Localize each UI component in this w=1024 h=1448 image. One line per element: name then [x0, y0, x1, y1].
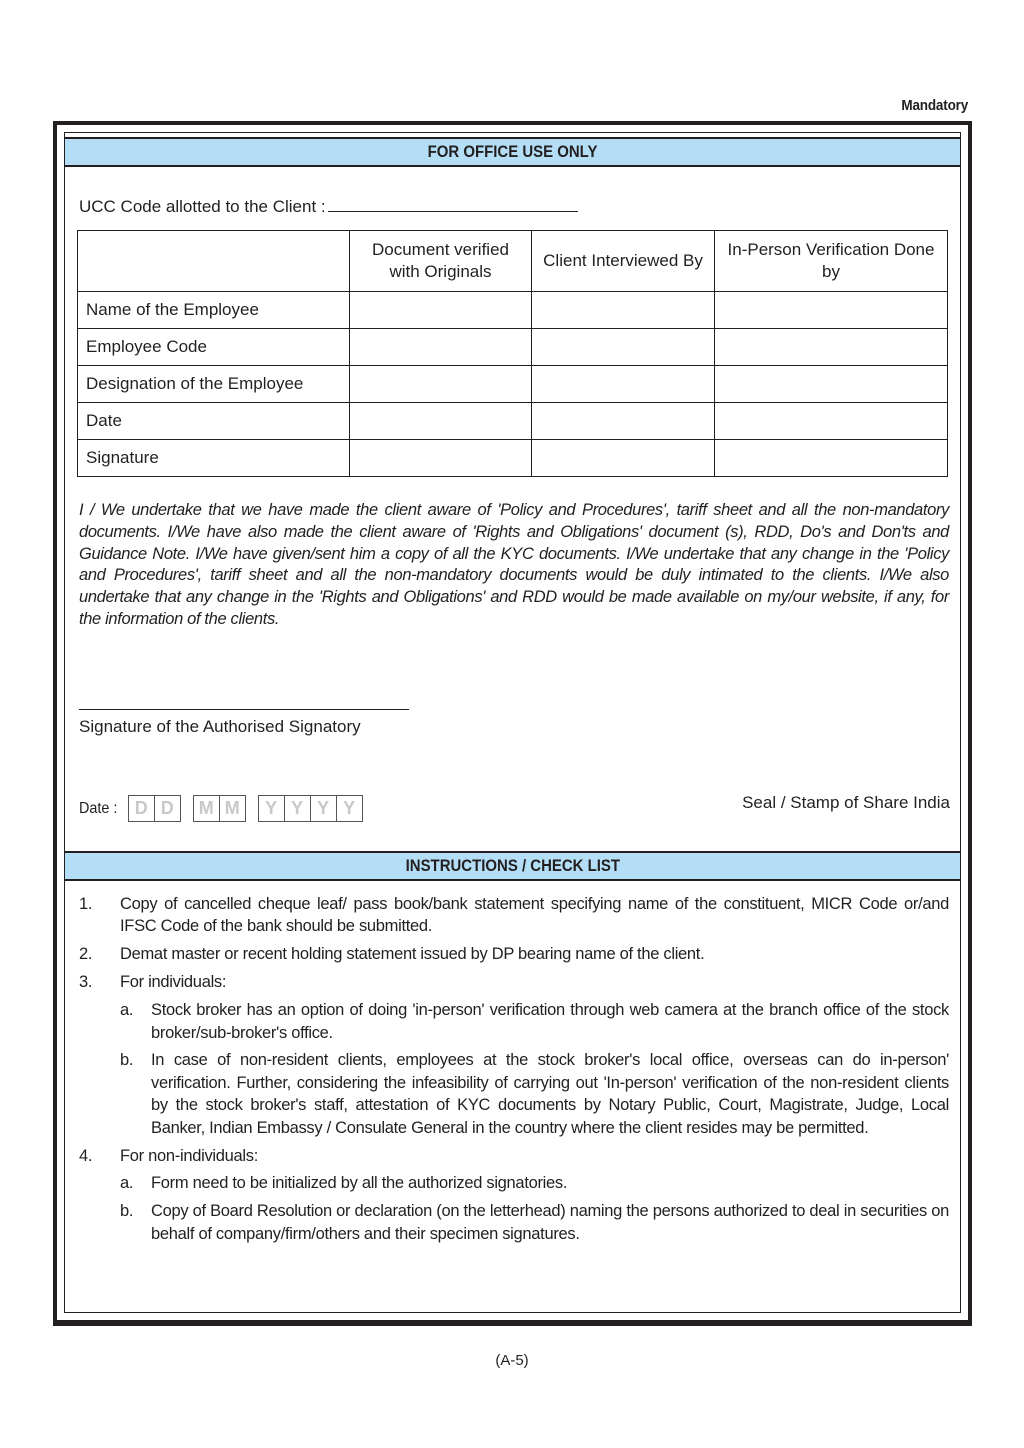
instructions-title: INSTRUCTIONS / CHECK LIST — [405, 856, 620, 875]
signature-label: Signature of the Authorised Signatory — [79, 717, 361, 736]
page-number: (A-5) — [495, 1352, 529, 1369]
date-month-box[interactable]: M — [194, 796, 220, 821]
header-cell-blank — [78, 231, 350, 292]
row-label: Date — [78, 403, 350, 440]
date-year-box[interactable]: Y — [311, 796, 337, 821]
sub-item-letter: a. — [120, 1001, 134, 1020]
date-year-box[interactable]: Y — [259, 796, 285, 821]
date-month-box[interactable]: M — [224, 798, 240, 818]
list-item-text: Demat master or recent holding statement issued by DP bearing name of the client. — [120, 945, 705, 964]
date-day-box[interactable]: D — [160, 798, 174, 818]
date-year-box[interactable]: Y — [343, 798, 356, 818]
date-day-box[interactable]: D — [129, 796, 155, 821]
row-label: Designation of the Employee — [78, 366, 350, 403]
date-year-boxes[interactable] — [258, 795, 363, 822]
sub-item-letter: b. — [120, 1051, 134, 1070]
row-label: Employee Code — [78, 329, 350, 366]
list-item-number: 1. — [79, 895, 93, 913]
table-cell-input[interactable] — [350, 329, 532, 366]
declaration-text: I / We undertake that we have made the client aware of 'Policy and Procedures', tariff sheet and all the non-mandatory documents. I/We have also made the client aware of 'Rights and Obligations' document (s), RDD, Do's and Don'ts and Guidance Note. I/We have given/sent him a copy of all the KYC documents. I/We undertake that any change in the 'Policy and Procedures', tariff sheet and all the non-mandatory documents would be duly intimated to the clients. I/We also undertake that any change in the 'Rights and Obligations' and RDD would be made available on my/our website, if any, for the information of the clients. — [79, 501, 949, 628]
ucc-code-row — [79, 195, 578, 217]
table-cell-input[interactable] — [715, 329, 948, 366]
table-row — [78, 366, 948, 403]
signature-line[interactable] — [79, 709, 409, 710]
table-cell-input[interactable] — [532, 329, 715, 366]
table-cell-input[interactable] — [350, 366, 532, 403]
table-cell-input[interactable] — [350, 292, 532, 329]
sub-list-item — [120, 1172, 949, 1194]
date-row — [79, 795, 375, 822]
list-item — [79, 943, 949, 965]
table-row — [78, 440, 948, 477]
verification-table — [77, 230, 948, 477]
sub-item-text: Form need to be initialized by all the authorized signatories. — [151, 1174, 568, 1193]
sub-list-item — [120, 999, 949, 1044]
list-item-text: Copy of cancelled cheque leaf/ pass book/bank statement specifying name of the constituent, MICR Code or/and IFSC Code of the bank should be submitted. — [120, 895, 949, 936]
table-cell-input[interactable] — [532, 366, 715, 403]
list-item-text: For individuals: — [120, 973, 227, 992]
table-row — [78, 292, 948, 329]
seal-stamp-label: Seal / Stamp of Share India — [742, 793, 950, 812]
date-year-box[interactable]: Y — [285, 796, 311, 821]
list-item — [79, 971, 949, 993]
table-row — [78, 329, 948, 366]
verification-table-header — [78, 231, 948, 292]
table-cell-input[interactable] — [350, 440, 532, 477]
table-cell-input[interactable] — [350, 403, 532, 440]
date-month-boxes[interactable] — [193, 795, 246, 822]
instructions-list — [79, 893, 949, 1251]
list-item-number: 3. — [79, 973, 93, 992]
table-cell-input[interactable] — [532, 403, 715, 440]
table-row — [78, 403, 948, 440]
header-client-interviewed: Client Interviewed By — [532, 231, 715, 292]
date-label: Date : — [79, 799, 118, 817]
sub-list-item — [120, 1049, 949, 1139]
row-label: Signature — [78, 440, 350, 477]
sub-item-text: Copy of Board Resolution or declaration (on the letterhead) naming the persons authorized to deal in securities on behalf of company/firm/others and their specimen signatures. — [151, 1202, 949, 1243]
table-cell-input[interactable] — [532, 292, 715, 329]
mandatory-label: Mandatory — [901, 97, 968, 114]
table-cell-input[interactable] — [715, 403, 948, 440]
table-cell-input[interactable] — [715, 366, 948, 403]
table-cell-input[interactable] — [715, 440, 948, 477]
sub-item-text: Stock broker has an option of doing 'in-person' verification through web camera at the branch office of the stock broker/sub-broker's office. — [151, 1001, 949, 1042]
header-in-person-verification: In-Person Verification Done by — [715, 231, 948, 292]
list-item-number: 4. — [79, 1146, 93, 1165]
sub-item-letter: a. — [120, 1174, 134, 1193]
header-document-verified: Document verified with Originals — [350, 231, 532, 292]
table-cell-input[interactable] — [715, 292, 948, 329]
list-item — [79, 1145, 949, 1167]
ucc-code-field[interactable] — [328, 195, 578, 212]
form-inner-frame — [64, 132, 961, 1313]
list-item-text: For non-individuals: — [120, 1146, 258, 1165]
list-item — [79, 893, 949, 938]
table-cell-input[interactable] — [532, 440, 715, 477]
sub-list-item — [120, 1200, 949, 1245]
office-use-title: FOR OFFICE USE ONLY — [427, 142, 598, 161]
sub-item-letter: b. — [120, 1202, 134, 1221]
row-label: Name of the Employee — [78, 292, 350, 329]
ucc-code-label: UCC Code allotted to the Client : — [79, 197, 326, 216]
office-use-header — [65, 137, 960, 167]
list-item-number: 2. — [79, 945, 93, 964]
form-outer-frame — [53, 121, 972, 1326]
date-day-boxes[interactable] — [128, 795, 181, 822]
sub-item-text: In case of non-resident clients, employees at the stock broker's local office, overseas can do in-person' verification. Further, considering the infeasibility of carrying out 'In-person' verification of the non-resident clients by the stock broker's staff, attestation of KYC documents by Notary Public, Court, Magistrate, Judge, Local Banker, Indian Embassy / Consulate General in the country where the client resides may be permitted. — [151, 1051, 949, 1137]
instructions-header — [65, 851, 960, 881]
